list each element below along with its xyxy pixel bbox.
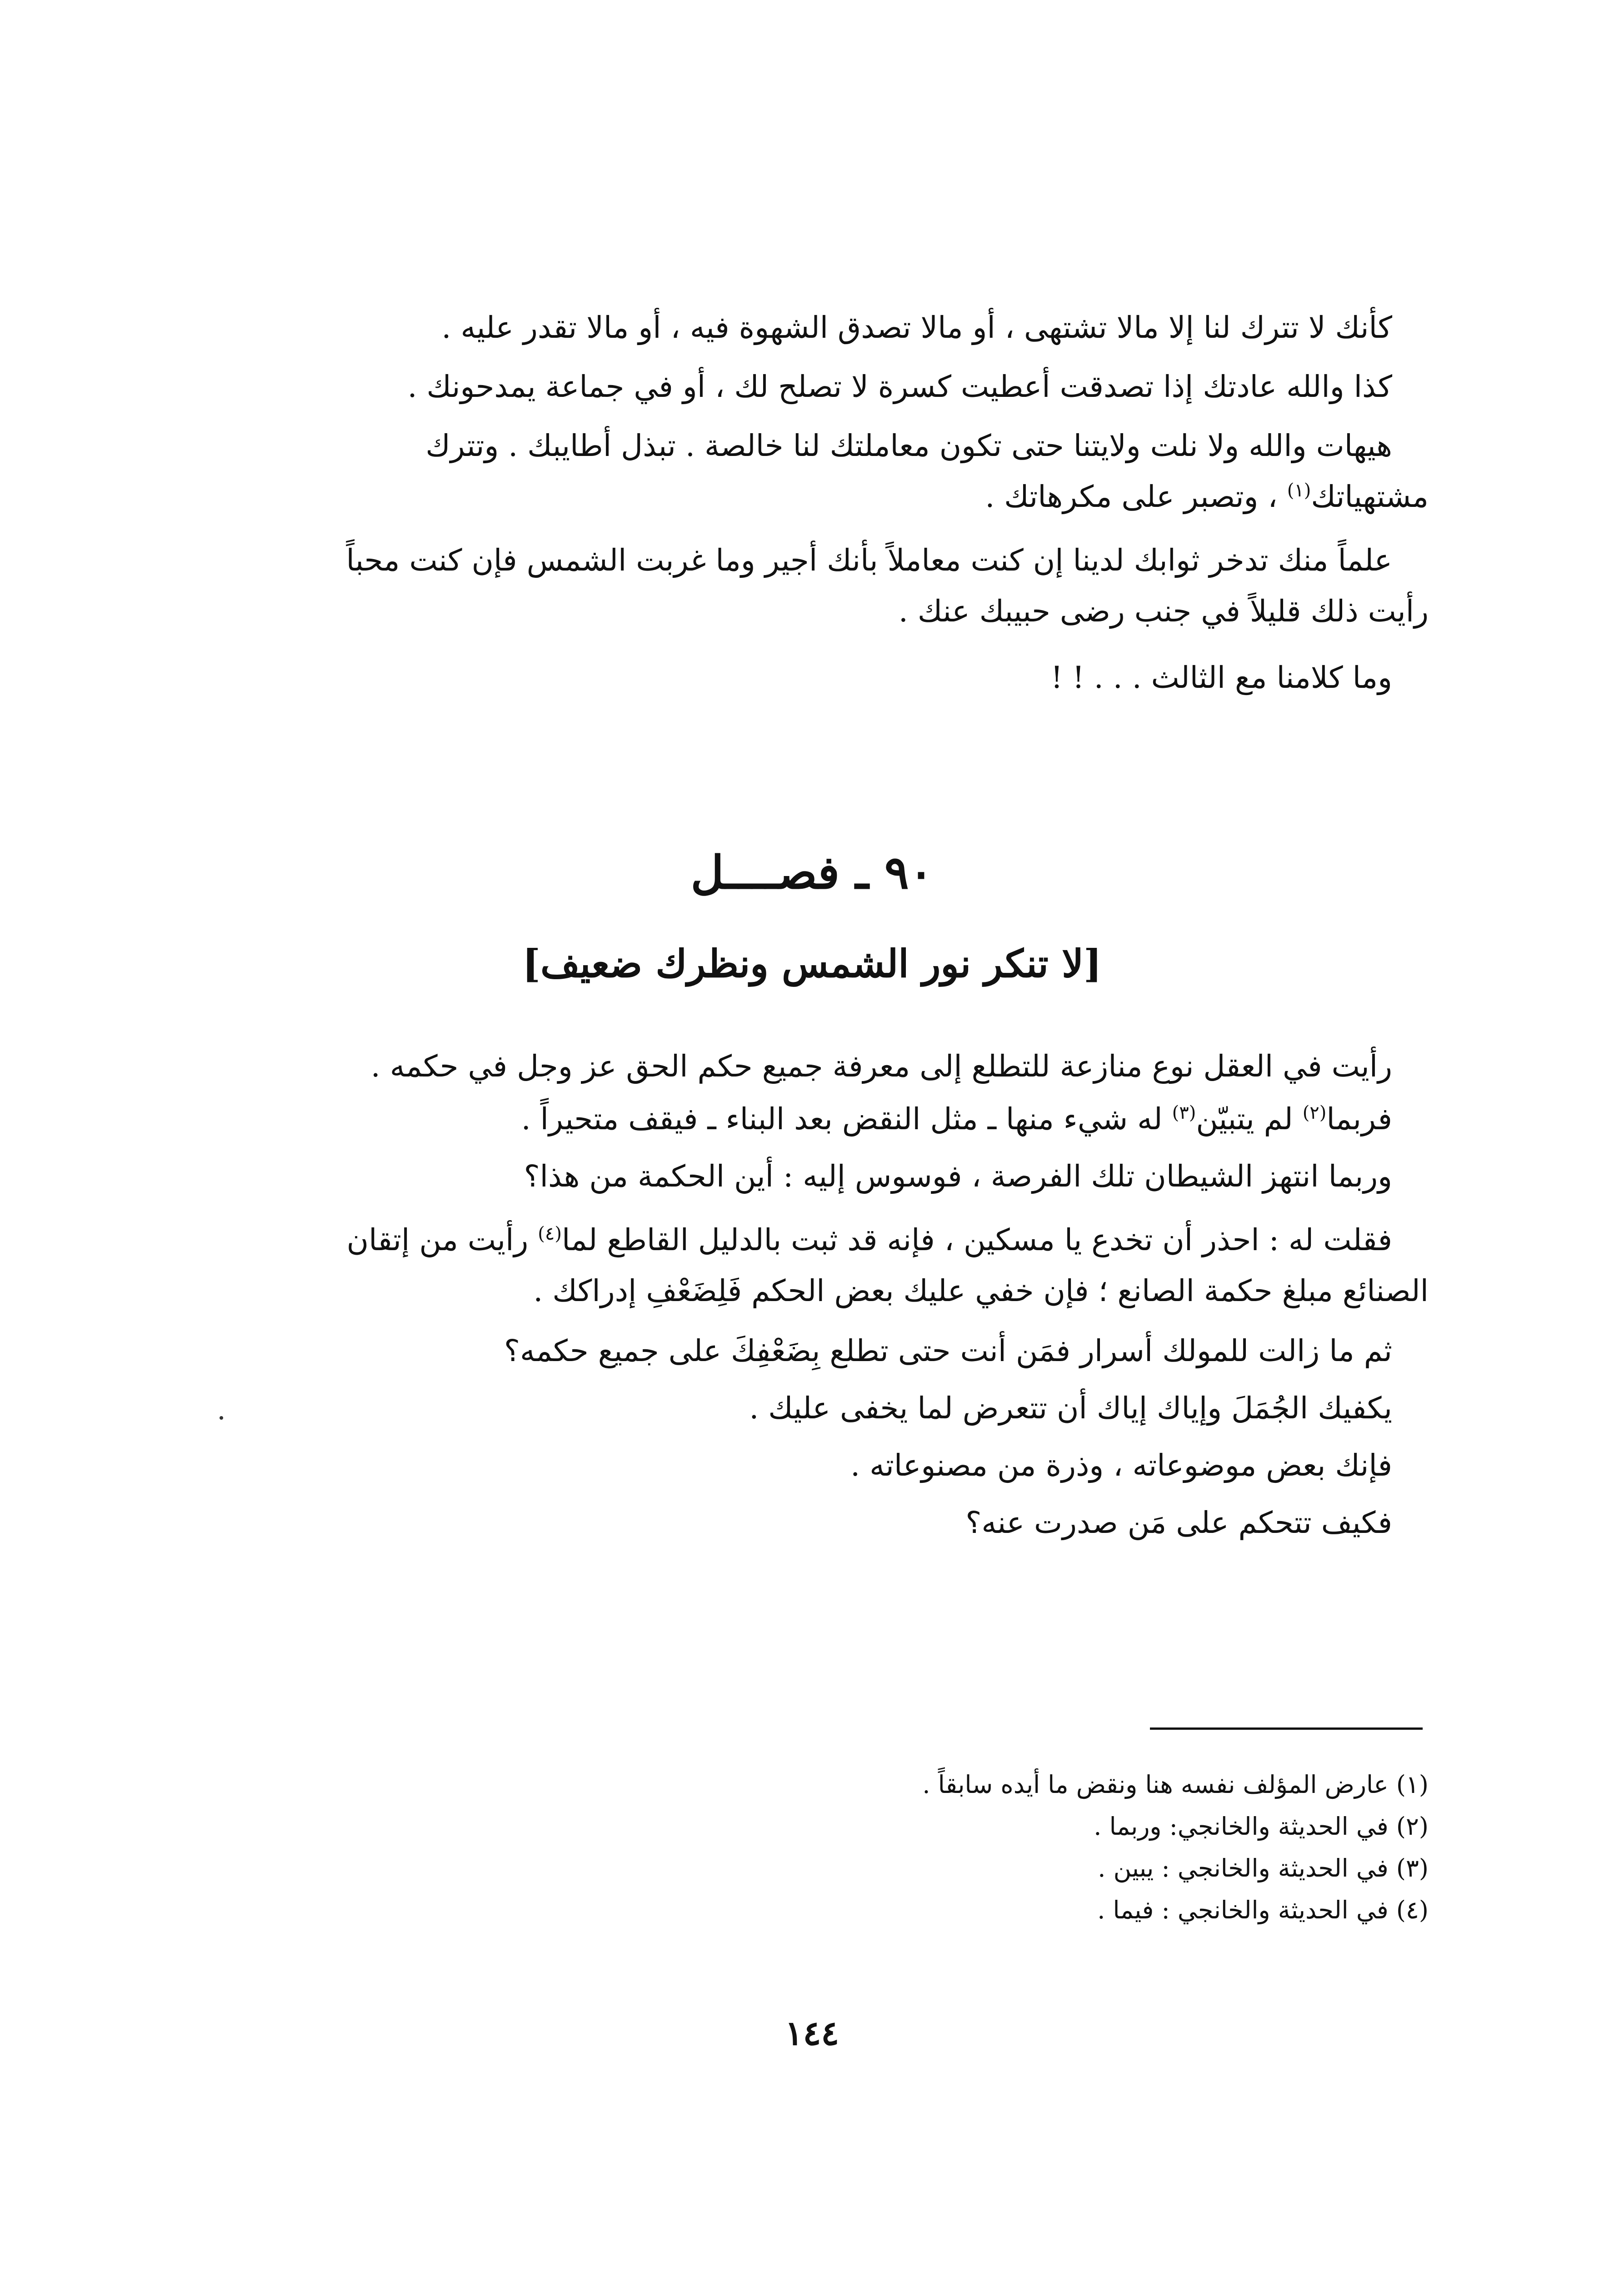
body-paragraph-2-a: فربما: [1326, 1101, 1392, 1136]
body-paragraph-2: [201, 1094, 1429, 1145]
footnote-1: (١) عارض المؤلف نفسه هنا ونقض ما أيده سابقاً .: [922, 1770, 1429, 1799]
paragraph-5: وما كلامنا مع الثالث . . . ! !: [1050, 660, 1392, 695]
paragraph-4-line-1: علماً منك تدخر ثوابك لدينا إن كنت معاملاً بأنك أجير وما غربت الشمس فإن كنت محباً: [346, 543, 1392, 578]
footnote-ref-3: (٣): [1172, 1102, 1196, 1123]
footnote-separator: [1150, 1727, 1423, 1730]
paragraph-3-text-a: مشتهياتك: [1311, 479, 1429, 514]
paragraph-3-line-2: [201, 471, 1429, 522]
body-paragraph-2-b: لم يتبيّن: [1196, 1101, 1293, 1136]
footnote-3: (٣) في الحديثة والخانجي : يبين .: [1098, 1854, 1429, 1882]
body-paragraph-2-c: له شيء منها ـ مثل النقض بعد البناء ـ فيقف متحيراً .: [521, 1101, 1163, 1136]
scan-speck: [220, 1416, 223, 1420]
paragraph-3-line-1: هيهات والله ولا نلت ولايتنا حتى تكون معاملتك لنا خالصة . تبذل أطايبك . وتترك: [425, 428, 1392, 463]
body-section: [201, 1041, 1429, 1548]
body-paragraph-4-line-2: الصنائع مبلغ حكمة الصانع ؛ فإن خفي عليك بعض الحكم فَلِضَعْفِ إدراكك .: [533, 1273, 1429, 1308]
paragraph-1: كأنك لا تترك لنا إلا مالا تشتهى ، أو مالا تصدق الشهوة فيه ، أو مالا تقدر عليه .: [441, 310, 1392, 345]
body-paragraph-8: فكيف تتحكم على مَن صدرت عنه؟: [965, 1505, 1392, 1540]
page-number: ١٤٤: [785, 2014, 839, 2053]
body-paragraph-4-a: فقلت له : احذر أن تخدع يا مسكين ، فإنه قد ثبت بالدليل القاطع لما: [561, 1222, 1392, 1257]
chapter-title: ٩٠ ـ فصــــل: [690, 846, 934, 899]
footnote-2: (٢) في الحديثة والخانجي: وربما .: [1094, 1812, 1429, 1841]
body-paragraph-1: رأيت في العقل نوع منازعة للتطلع إلى معرفة جميع حكم الحق عز وجل في حكمه .: [370, 1049, 1392, 1084]
paragraph-2: كذا والله عادتك إذا تصدقت أعطيت كسرة لا تصلح لك ، أو في جماعة يمدحونك .: [407, 369, 1392, 404]
paragraph-4-line-2: رأيت ذلك قليلاً في جنب رضى حبيبك عنك .: [898, 594, 1429, 629]
body-paragraph-5: ثم ما زالت للمولك أسرار فمَن أنت حتى تطلع بِضَعْفِكَ على جميع حكمه؟: [504, 1333, 1392, 1368]
body-paragraph-7: فإنك بعض موضوعاته ، وذرة من مصنوعاته .: [850, 1448, 1392, 1483]
top-section: [201, 302, 1429, 703]
footnote-ref-4: (٤): [538, 1223, 562, 1244]
body-paragraph-4-line-1: [201, 1215, 1429, 1266]
body-paragraph-4-b: رأيت من إتقان: [346, 1222, 529, 1257]
body-paragraph-6: يكفيك الجُمَلَ وإياك إياك أن تتعرض لما يخفى عليك .: [749, 1391, 1392, 1426]
footnotes: [292, 1764, 1429, 1931]
chapter-subtitle: [لا تنكر نور الشمس ونظرك ضعيف]: [522, 941, 1102, 986]
footnote-4: (٤) في الحديثة والخانجي : فيما .: [1097, 1896, 1429, 1924]
body-paragraph-3: وربما انتهز الشيطان تلك الفرصة ، فوسوس إليه : أين الحكمة من هذا؟: [524, 1159, 1392, 1194]
footnote-ref-2: (٢): [1302, 1102, 1327, 1123]
footnote-ref-1: (١): [1287, 480, 1311, 501]
paragraph-3-text-b: ، وتصبر على مكرهاتك .: [985, 479, 1278, 514]
